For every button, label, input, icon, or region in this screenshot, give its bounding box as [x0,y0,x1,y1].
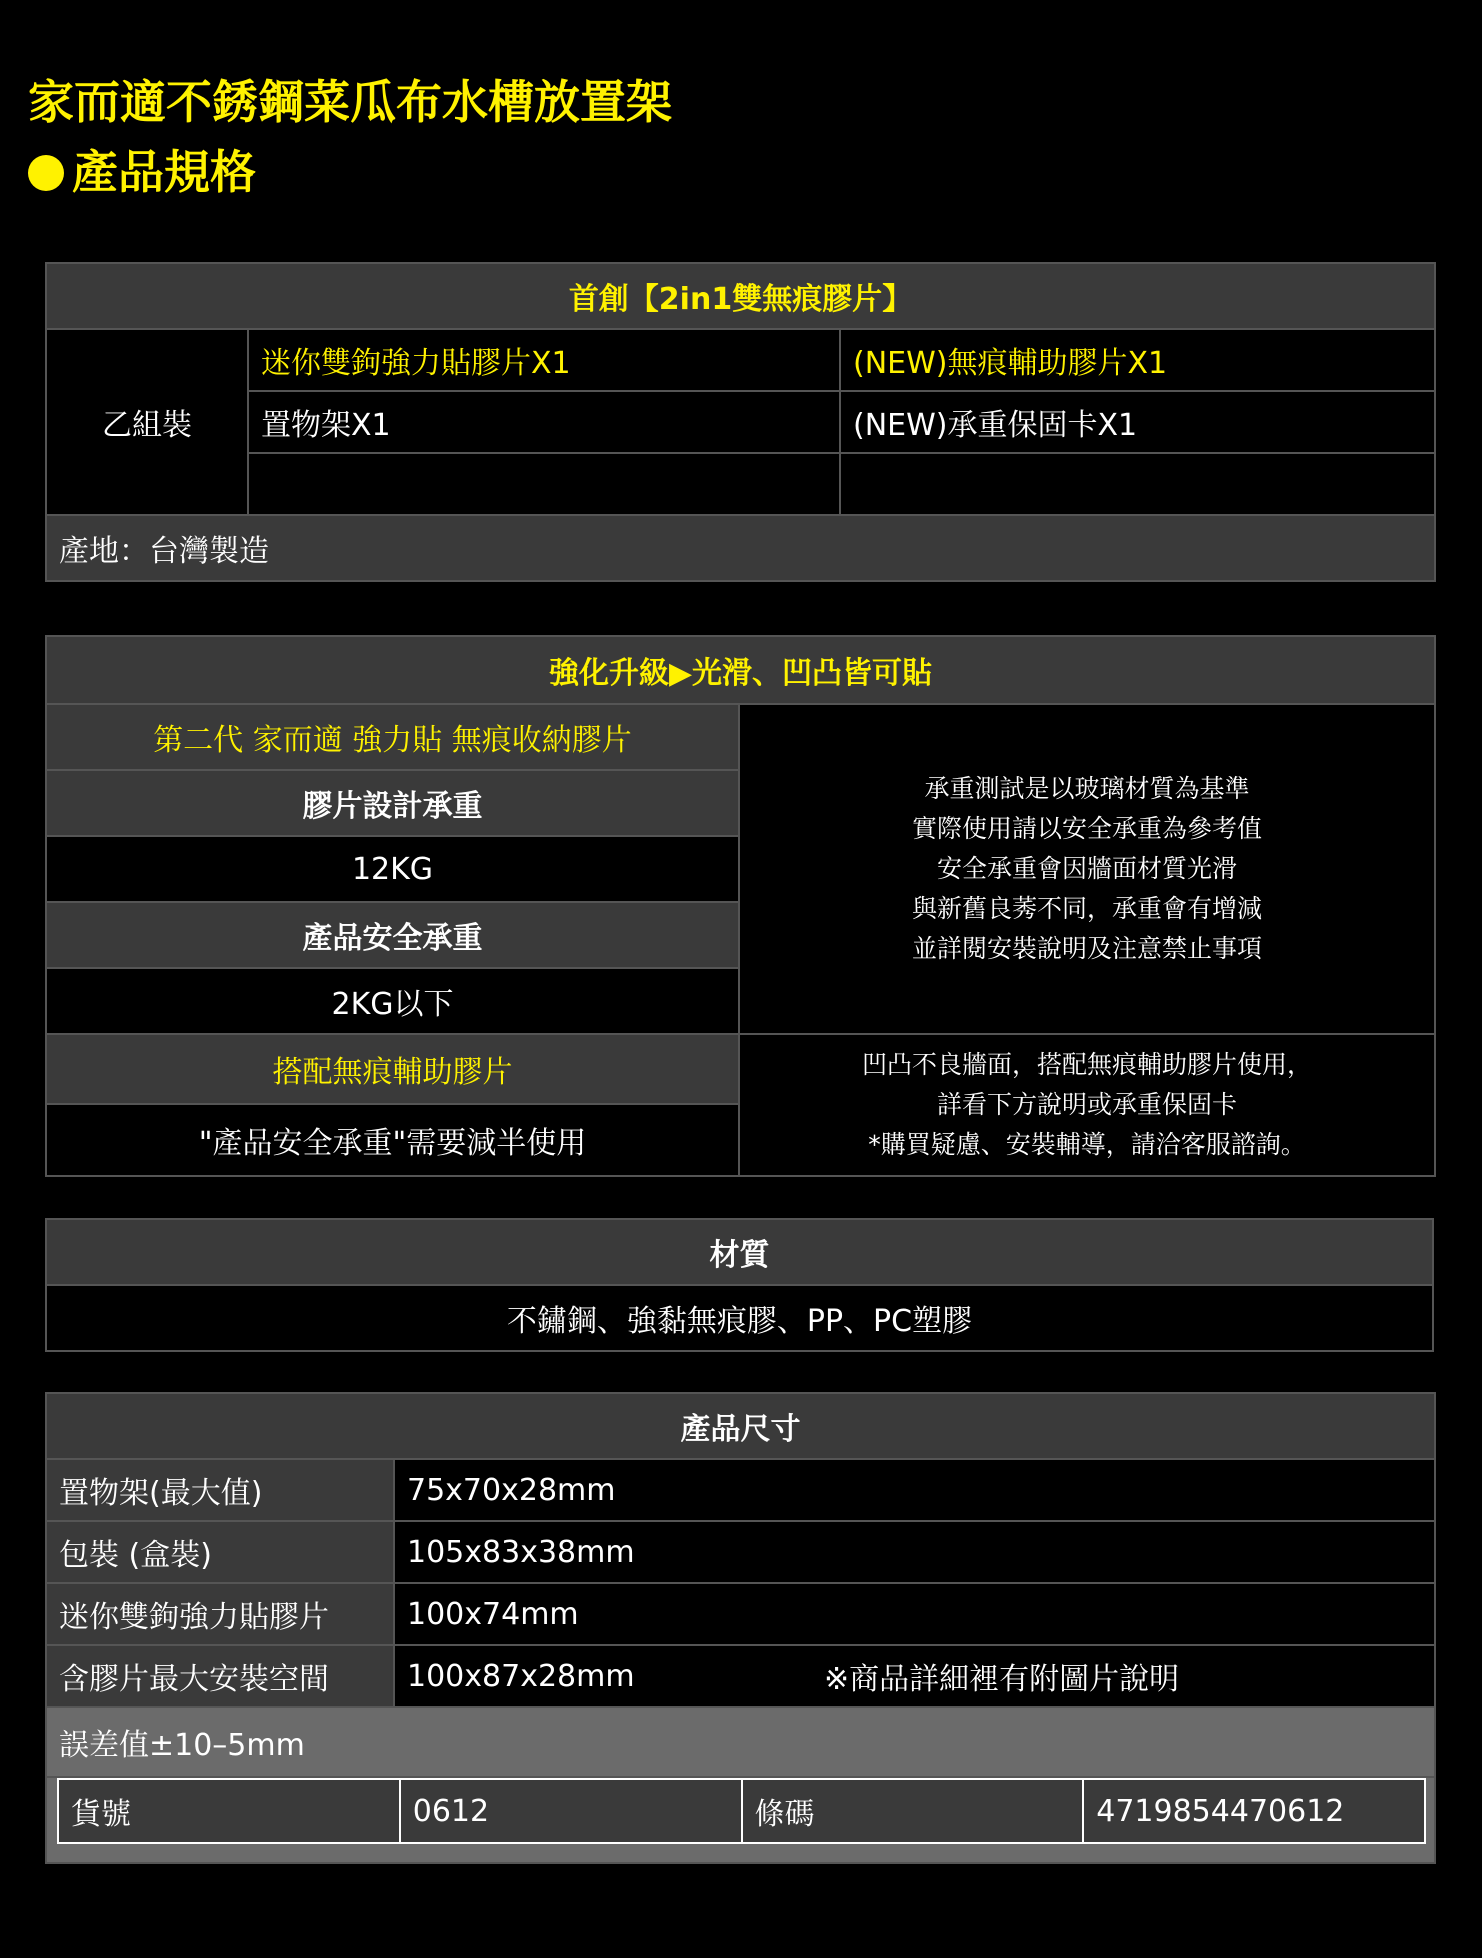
origin-cell: 產地：台灣製造 [46,515,1435,581]
package-heading: 首創【2in1雙無痕膠片】 [46,263,1435,329]
load-note [739,704,1435,1034]
note-line: 詳看下方說明或承重保固卡 [937,1090,1238,1119]
dimension-value: 75x70x28mm [394,1459,1435,1521]
dimension-label: 置物架(最大值) [46,1459,394,1521]
barcode-value: 4719854470612 [1083,1779,1425,1843]
note-line: 並詳閱安裝說明及注意禁止事項 [912,934,1263,963]
empty-cell [248,453,840,515]
dimensions-table [45,1392,1436,1864]
empty-cell [840,453,1435,515]
safe-load-value: 2KG以下 [46,968,739,1034]
code-table [57,1778,1426,1844]
note-line: 與新舊良莠不同，承重會有增減 [912,894,1263,923]
package-contents-table [45,262,1436,582]
item-cell: 置物架X1 [248,391,840,453]
section-title [28,140,256,204]
design-load-value: 12KG [46,836,739,902]
dimensions-heading: 產品尺寸 [46,1393,1435,1459]
section-title-text: 產品規格 [72,145,256,199]
dimension-value: 105x83x38mm [394,1521,1435,1583]
load-capacity-table [45,635,1436,1177]
dimension-value: 100x87x28mm [394,1645,804,1707]
code-row [46,1777,1435,1863]
note-line: 安全承重會因牆面材質光滑 [937,854,1238,883]
dimension-label: 含膠片最大安裝空間 [46,1645,394,1707]
tolerance-cell: 誤差值±10–5mm [46,1707,1435,1777]
sku-value: 0612 [400,1779,742,1843]
item-cell: (NEW)無痕輔助膠片X1 [840,329,1435,391]
page-title: 家而適不銹鋼菜瓜布水槽放置架 [28,75,672,129]
note-line: 承重測試是以玻璃材質為基準 [924,774,1250,803]
aux-value: "產品安全承重"需要減半使用 [46,1104,739,1176]
material-heading: 材質 [46,1219,1433,1285]
note-line: 凹凸不良牆面，搭配無痕輔助膠片使用， [862,1050,1313,1079]
dimension-value: 100x74mm [394,1583,1435,1645]
sku-label: 貨號 [58,1779,400,1843]
safe-load-label: 產品安全承重 [46,902,739,968]
item-cell: 迷你雙鉤強力貼膠片X1 [248,329,840,391]
dimension-remark: ※商品詳細裡有附圖片說明 [804,1645,1435,1707]
aux-note [739,1034,1435,1176]
material-value: 不鏽鋼、強黏無痕膠、PP、PC塑膠 [46,1285,1433,1351]
note-line: *購買疑慮、安裝輔導，請洽客服諮詢。 [868,1130,1306,1159]
dimension-label: 迷你雙鉤強力貼膠片 [46,1583,394,1645]
series-cell: 第二代 家而適 強力貼 無痕收納膠片 [46,704,739,770]
barcode-label: 條碼 [742,1779,1084,1843]
design-load-label: 膠片設計承重 [46,770,739,836]
group-label: 乙組裝 [46,329,248,515]
load-heading: 強化升級▶光滑、凹凸皆可貼 [46,636,1435,704]
note-line: 實際使用請以安全承重為參考值 [912,814,1263,843]
material-table [45,1218,1434,1352]
aux-label: 搭配無痕輔助膠片 [46,1034,739,1104]
item-cell: (NEW)承重保固卡X1 [840,391,1435,453]
dimension-label: 包裝 (盒裝) [46,1521,394,1583]
bullet-icon [28,155,64,191]
